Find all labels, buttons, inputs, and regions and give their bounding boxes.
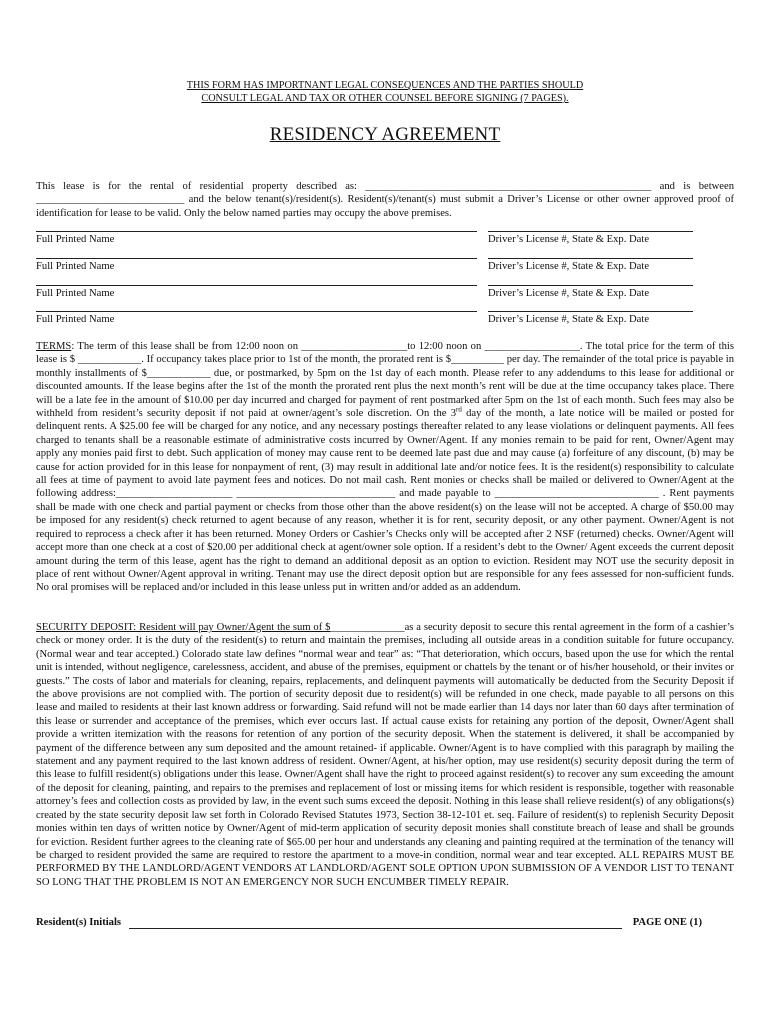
name-label: Full Printed Name: [36, 314, 115, 325]
ordinal-superscript: rd: [456, 405, 462, 414]
intro-paragraph: This lease is for the rental of residential property described as: ______________________________________________________ and is between ____________________________ and the below tenant(s)/resident(s). Resident(s)/tenant(s) must submit a Driver’s License or other owner approved proof of identification for lease to be valid. Only the below named parties may occupy the above premises.: [36, 181, 734, 219]
security-deposit-blank: ______________: [330, 622, 405, 633]
name-line: [36, 285, 477, 286]
name-line: [36, 311, 477, 312]
security-deposit-text: as a security deposit to secure this rental agreement in the form of a cashier’s check or money order. It is the duty of the resident(s) to return and maintain the premises, including all outside areas in a condition suitable for future occupancy. (Normal wear and tear accepted.) Colorado state law defines “normal wear and tear” as: “That deterioration, which occurs, based upon the use for which the rental unit is intended, without negligence, carelessness, accident, and abuse of the premises, equipment or chattels by the tenant or of his/her household, or their invites or guests.” The costs of labor and materials for cleaning, repairs, replacements, and delinquent payments will automatically be deducted from the Security Deposit if the above provisions are not complied with. The portion of security deposit due to resident(s) will be refunded in one check, made payable to all persons on this lease and mailed to residents at their last known address or forwarding. Said refund will not be made earlier than 14 days nor later than 60 days after termination of this lease or surrender and acceptance of the premises, which ever occurs last. If actual cause exists for retaining any portion of the deposit, Owner/Agent shall provide a written itemization with the reasons for retention of any portion of the security deposit. When the statement is delivered, it shall be accompanied by payment of the difference between any sum deposited and the amount retained- if applicable. Owner/Agent is to have complied with this paragraph by mailing the statement and any payment required to the last known address of resident. Owner/Agent, at his/her option, may use resident(s) security deposit during the term of this lease to fulfill resident(s) obligations under this lease. Owner/Agent shall have the right to proceed against resident(s) to recover any sum exceeding the amount of the deposit for cleaning, painting, and repairs to the premises and replacement of lost or missing items for which resident is responsible, together with reasonable attorney’s fees and collection costs as provided by law, in the event such sums exceed the deposit. Nothing in this lease shall relieve resident(s) of any obligations(s) created by the state security deposit law set forth in Colorado Revised Statutes 1973, Section 38-12-101 et. seq. Failure of resident(s) to replenish Security Deposit monies within ten days of written notice by Owner/Agent of mid-term application of security deposit monies shall constitute breach of lease and shall be grounds for eviction. Resident further agrees to the cleaning rate of $65.00 per hour and understands any cleaning and painting required at the termination of the tenancy will be charged to resident provided the same are required to restore the apartment to a move-in condition, normal wear and tear excepted. ALL REPAIRS MUST BE PERFORMED BY THE LANDLORD/AGENT VENDORS AT LANDLORD/AGENT SOLE OPTION UPON SUBMISSION OF A VENDOR LIST TO TENANT SO LONG THAT THE PROBLEM IS NOT AN EMERGENCY NOR SUCH ENCUMBER TIMELY REPAIR.: [36, 622, 734, 888]
resident-initials-label: Resident(s) Initials: [36, 917, 122, 928]
license-line: [488, 258, 693, 259]
license-label: Driver’s License #, State & Exp. Date: [488, 234, 650, 245]
initials-line: [129, 928, 622, 929]
name-label: Full Printed Name: [36, 261, 115, 272]
license-label: Driver’s License #, State & Exp. Date: [488, 288, 650, 299]
page-number: PAGE ONE (1): [632, 917, 702, 928]
terms-paragraph: [36, 340, 734, 595]
page-footer: [36, 917, 702, 928]
terms-text-part-2: day of the month, a late notice will be mailed or posted for delinquent rents. A $25.00 fee will be charged for any notice, and any necessary postings thereafter related to any lease violations or delinquent payments. All fees charged to tenants shall be a reasonable estimate of administrative costs incurred by Owner/Agent. If any monies remain to be paid for rent, Owner/Agent may apply any monies paid first to debt. Such application of money may cause rent to be deemed late past due and may cause (a) forfeiture of any discount, (b) may be cause for action provided for in this lease for nonpayment of rent, (3) may result in additional late and/or notice fees. It is the resident(s) responsibility to calculate all fees at time of payment to avoid late payment fees and notices. Do not mail cash. Rent monies or checks shall be mailed or delivered to Owner/Agent at the following address:______________________ ______________________________ and made payable to _______________________________ . Rent payments shall be made with one check and partial payment or checks from those other than the above resident(s) on the lease will not be accepted. A charge of $50.00 may be imposed for any resident(s) check returned to agent because of any reason, whether it is for rent, security deposit, or any other payment. Owner/Agent is not required to reprocess a check after it has been returned. Money Orders or Cashier’s Checks only will be accepted after 2 NSF (returned) checks. Owner/Agent will accept more than one check at a cost of $20.00 per additional check at agent/owner sole option. If a resident’s debt to the Owner/ Agent exceeds the current deposit amount during the term of this lease, agent has the right to demand an additional deposit as an option to eviction. Resident may NOT use the security deposit in place of rent without Owner/Agent approval in writing. Tenant may use the direct deposit option but are responsible for any fees assessed for non-sufficient funds. No oral promises will be replaced and/or included in this lease unless put in written and/or added as an addendum.: [36, 408, 734, 594]
legal-notice-line-2: CONSULT LEGAL AND TAX OR OTHER COUNSEL BEFORE SIGNING (7 PAGES).: [201, 93, 569, 104]
name-label: Full Printed Name: [36, 234, 115, 245]
legal-notice-line-1: THIS FORM HAS IMPORTNANT LEGAL CONSEQUENCES AND THE PARTIES SHOULD: [186, 80, 584, 91]
name-line: [36, 231, 477, 232]
name-line: [36, 258, 477, 259]
terms-heading: TERMS: [36, 341, 72, 352]
name-label: Full Printed Name: [36, 288, 115, 299]
security-deposit-heading: SECURITY DEPOSIT: Resident will pay Owner/Agent the sum of $: [36, 622, 331, 633]
license-line: [488, 285, 693, 286]
security-deposit-paragraph: [36, 621, 734, 889]
license-line: [488, 311, 693, 312]
terms-text-part-1: : The term of this lease shall be from 12:00 noon on ____________________to 12:00 noon on __________________. The total price for the term of this lease is $ ____________. If occupancy takes place prior to 1st of the month, the prorated rent is $__________ per day. The remainder of the total price is payable in monthly installments of $____________ due, or postmarked, by 5pm on the 1st day of each month. Please refer to any addendums to this lease for additional or discounted amounts. If the lease begins after the 1st of the month the prorated rent plus the next month’s rent will be due at the time occupancy takes place. There will be a late fee in the amount of $10.00 per day incurred and charged for payment of rent postmarked after 5pm on the 1st of each month. Such fees may also be withheld from resident’s security deposit if not paid at owner/agent’s sole discretion. On the 3: [36, 341, 734, 420]
license-label: Driver’s License #, State & Exp. Date: [488, 261, 650, 272]
license-label: Driver’s License #, State & Exp. Date: [488, 314, 650, 325]
document-title: RESIDENCY AGREEMENT: [269, 124, 501, 145]
license-line: [488, 231, 693, 232]
